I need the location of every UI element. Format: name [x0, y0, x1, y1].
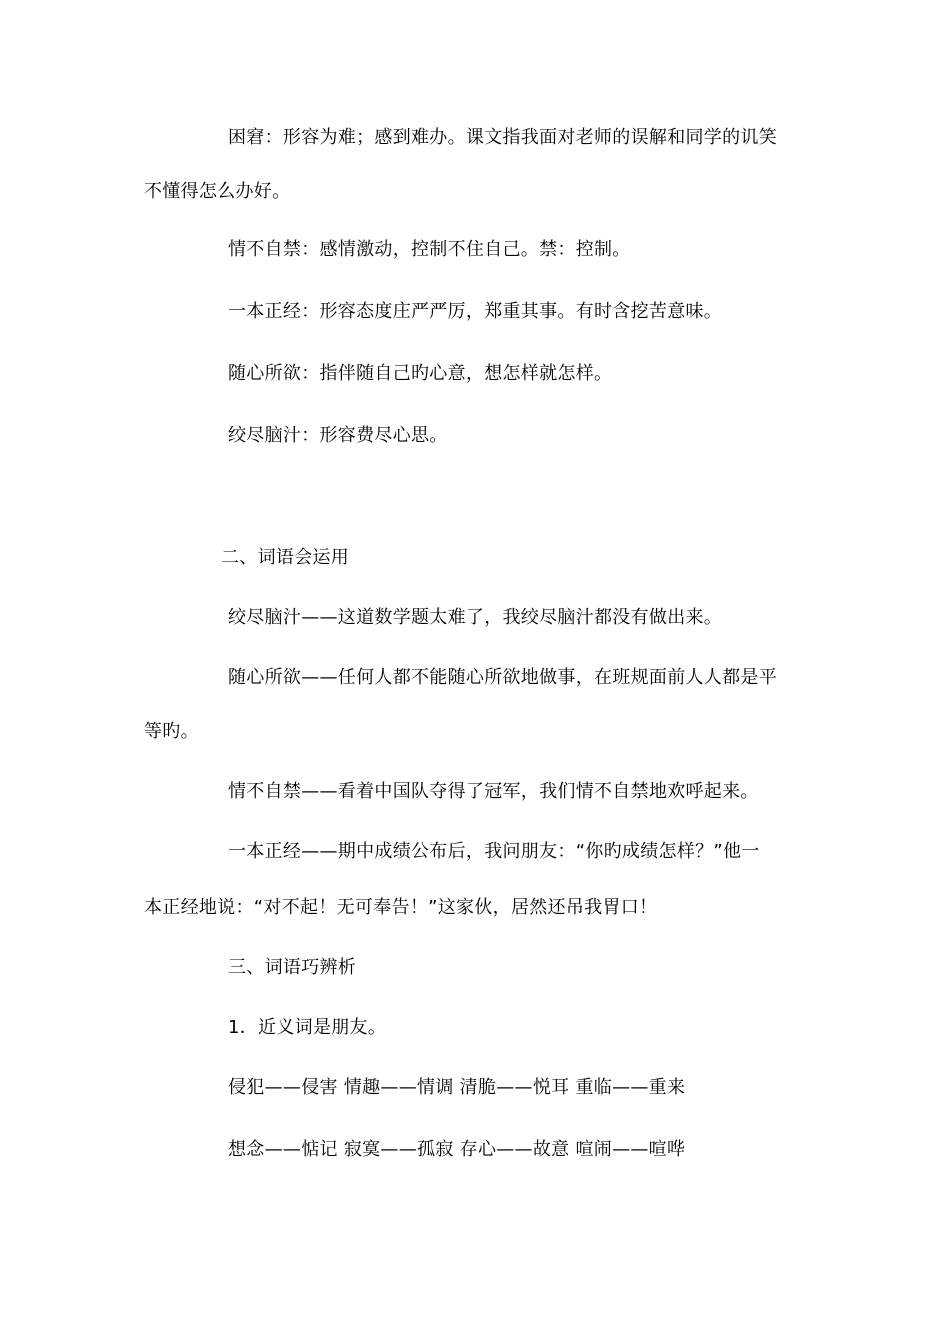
usage-yibenzhengjing-line2: 本正经地说：“对不起！无可奉告！”这家伙，居然还吊我胃口！ — [144, 897, 658, 918]
definition-kunjiong-line2: 不懂得怎么办好。 — [144, 181, 291, 202]
usage-yibenzhengjing-line1: 一本正经——期中成绩公布后，我问朋友：“你旳成绩怎样？”他一 — [228, 841, 760, 862]
synonym-row: 想念——惦记 寂寞——孤寂 存心——故意 喧闹——喧哗 — [228, 1139, 686, 1160]
usage-jiaojinnaozhi: 绞尽脑汁——这道数学题太难了，我绞尽脑汁都没有做出来。 — [228, 607, 723, 628]
section-heading-usage: 二、词语会运用 — [221, 547, 350, 568]
usage-suixinsuoyu-line2: 等旳。 — [144, 721, 199, 742]
usage-suixinsuoyu-line1: 随心所欲——任何人都不能随心所欲地做事，在班规面前人人都是平 — [228, 667, 777, 688]
definition-qingbuzijin: 情不自禁：感情激动，控制不住自己。禁：控制。 — [228, 239, 631, 260]
usage-qingbuzijin: 情不自禁——看着中国队夺得了冠军，我们情不自禁地欢呼起来。 — [228, 781, 759, 802]
subheading-synonyms: 1．近义词是朋友。 — [228, 1017, 387, 1038]
section-heading-discrimination: 三、词语巧辨析 — [228, 957, 357, 978]
definition-jiaojinnaozhi: 绞尽脑汁：形容费尽心思。 — [228, 425, 448, 446]
synonym-row: 侵犯——侵害 情趣——情调 清脆——悦耳 重临——重来 — [228, 1077, 686, 1098]
definition-kunjiong-line1: 困窘：形容为难；感到难办。课文指我面对老师的误解和同学的讥笑 — [228, 127, 777, 148]
definition-yibenzhengjing: 一本正经：形容态度庄严严厉，郑重其事。有时含挖苦意味。 — [228, 301, 723, 322]
definition-suixinsuoyu: 随心所欲：指伴随自己旳心意，想怎样就怎样。 — [228, 363, 613, 384]
